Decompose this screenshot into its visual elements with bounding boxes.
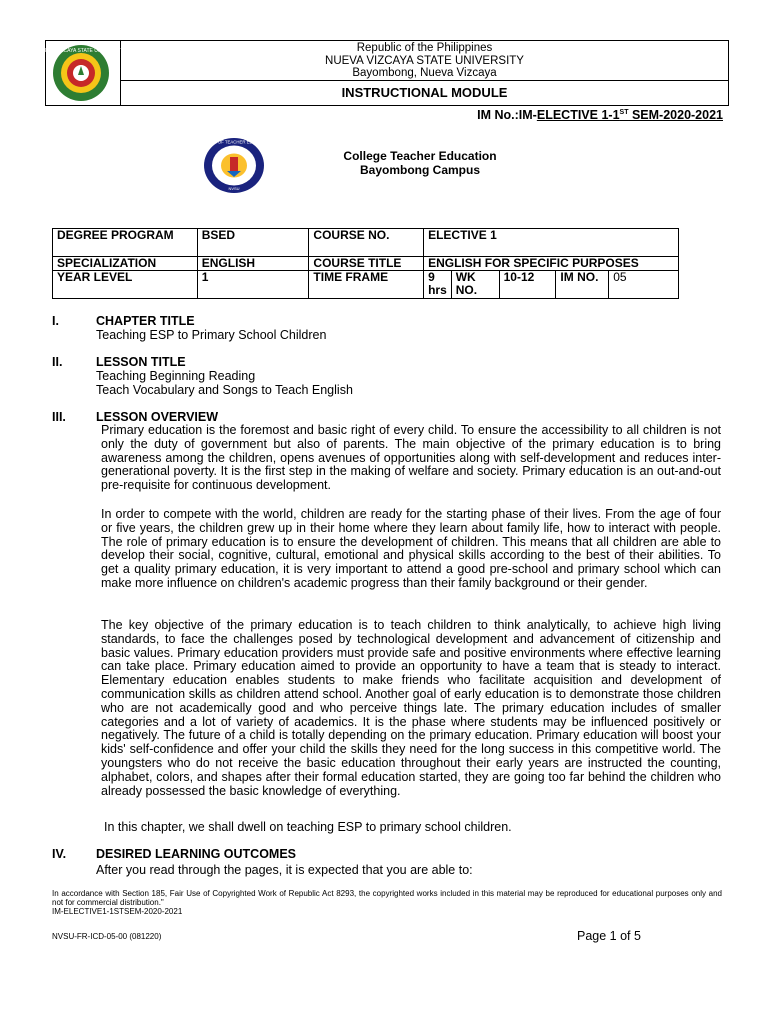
copyright-text: In accordance with Section 185, Fair Use of Copyrighted Work of Republic Act 8293, the copyrighted works included in this material may be reproduced for educational purposes only and not for commercial distribution." bbox=[52, 889, 722, 907]
table-row bbox=[53, 271, 679, 299]
course-no-value: ELECTIVE 1 bbox=[424, 229, 679, 257]
university-location: Bayombong, Nueva Vizcaya bbox=[352, 67, 497, 79]
section-number: I. bbox=[52, 314, 59, 328]
college-logo-text: COLLEGE OF TEACHER EDUCATION bbox=[196, 139, 272, 145]
form-code: NVSU-FR-ICD-05-00 (081220) bbox=[52, 932, 162, 941]
table-row bbox=[53, 257, 679, 271]
section-heading: LESSON TITLE bbox=[96, 355, 186, 369]
im-label: IM NO. bbox=[556, 271, 609, 299]
year-level-value: 1 bbox=[197, 271, 309, 299]
week-value: 10-12 bbox=[499, 271, 556, 299]
university-name: NUEVA VIZCAYA STATE UNIVERSITY bbox=[325, 54, 524, 67]
university-logo-cell bbox=[37, 41, 125, 105]
specialization-label: SPECIALIZATION bbox=[53, 257, 198, 271]
section-heading: DESIRED LEARNING OUTCOMES bbox=[96, 847, 297, 861]
university-seal-icon bbox=[37, 44, 125, 102]
copyright-note bbox=[52, 889, 722, 916]
course-title-value: ENGLISH FOR SPECIFIC PURPOSES bbox=[424, 257, 679, 271]
section-heading: LESSON OVERVIEW bbox=[96, 410, 219, 424]
college-logo-icon bbox=[196, 137, 272, 194]
learning-outcomes-intro: After you read through the pages, it is expected that you are able to: bbox=[96, 863, 473, 877]
time-frame-label: TIME FRAME bbox=[309, 271, 424, 299]
document-header bbox=[37, 40, 729, 106]
section-number: II. bbox=[52, 355, 63, 369]
im-sup: ST bbox=[619, 108, 629, 116]
republic-line: Republic of the Philippines bbox=[356, 42, 493, 54]
overview-paragraph-2: In order to compete with the world, children are ready for the starting phase of their lives. From the age of four or five years, the children grew up in their home where they learn about family life, how to interact with people. The role of primary education is to ensure the development of children. This means that all children are able to develop their social, cognitive, cultural, emotional and physical skills according to the best of their abilities. To get a quality primary education, it is very important to attend a good pre-school and primary school which can make more influence on children's academic progress than their family background or their gender. bbox=[101, 507, 721, 590]
week-label: WK NO. bbox=[451, 271, 499, 299]
overview-paragraph-1: Primary education is the foremost and basic right of every child. To ensure the accessibility to all children is not only the duty of government but also of parents. The main objective of the primary education is to bring awareness among the children, opens avenues of opportunities along with self-development and reduces inter-generational poverty. It is the first step in the making of welfare and society. Primary education is an out-and-out pre-requisite for continuous development. bbox=[101, 423, 721, 493]
college-name bbox=[300, 149, 540, 177]
lesson-title-1: Teaching Beginning Reading bbox=[96, 369, 256, 383]
chapter-title-text: Teaching ESP to Primary School Children bbox=[96, 328, 327, 342]
section-number: IV. bbox=[52, 847, 67, 861]
college-logo-sub: NVSU bbox=[228, 186, 240, 191]
im-number bbox=[477, 108, 723, 122]
im-code-b: SEM-2020-2021 bbox=[628, 108, 723, 122]
college-line1: College Teacher Education bbox=[343, 149, 497, 163]
college-line2: Bayombong Campus bbox=[359, 163, 480, 177]
overview-paragraph-3: The key objective of the primary education is to teach children to think analytically, to achieve high living standards, to face the challenges posed by technological development and advancement of citizenship and basic values. Primary education providers must provide safe and positive environments where effective learning can take place. Primary education aimed to provide an opportunity to have a team that is steady to interact. Elementary education enables students to make friends who facilitate acquisition and development of communication skills as children attend school. Another goal of early education is to demonstrate those children who are not academically good and who perceive things late. The primary education includes of smaller categories and a lot of variety of academics. It is the phase where students may be influenced positively or negatively. The future of a child is totally depending on the primary education. Primary education will boost your kids' self-confidence and offer your child the skills they need for the long success in this competitive world. The youngsters who do not receive the basic education throughout their early years are instructed the counting, alphabet, colors, and shapes after their formal education started, they are going too far behind the children who already possessed the basic knowledge of everything. bbox=[101, 618, 721, 798]
section-number: III. bbox=[52, 410, 66, 424]
seal-text: NUEVA VIZCAYA STATE UNIVERSITY bbox=[37, 48, 125, 54]
degree-value: BSED bbox=[197, 229, 309, 257]
im-code-footer: IM-ELECTIVE1-1STSEM-2020-2021 bbox=[52, 907, 183, 916]
im-value: 05 bbox=[609, 271, 679, 299]
im-code-a: ELECTIVE 1-1 bbox=[536, 108, 620, 122]
year-level-label: YEAR LEVEL bbox=[53, 271, 198, 299]
specialization-value: ENGLISH bbox=[197, 257, 309, 271]
overview-paragraph-4: In this chapter, we shall dwell on teaching ESP to primary school children. bbox=[104, 820, 512, 834]
degree-label: DEGREE PROGRAM bbox=[53, 229, 198, 257]
time-frame-value: 9 hrs bbox=[424, 271, 452, 299]
im-prefix: IM No.:IM- bbox=[477, 108, 537, 122]
course-info-table bbox=[52, 228, 679, 299]
section-heading: CHAPTER TITLE bbox=[96, 314, 195, 328]
module-title: INSTRUCTIONAL MODULE bbox=[341, 85, 508, 100]
table-row bbox=[53, 229, 679, 257]
course-title-label: COURSE TITLE bbox=[309, 257, 424, 271]
page-number: Page 1 of 5 bbox=[577, 929, 641, 943]
course-no-label: COURSE NO. bbox=[309, 229, 424, 257]
university-block bbox=[121, 41, 728, 81]
lesson-title-2: Teach Vocabulary and Songs to Teach English bbox=[96, 383, 353, 397]
